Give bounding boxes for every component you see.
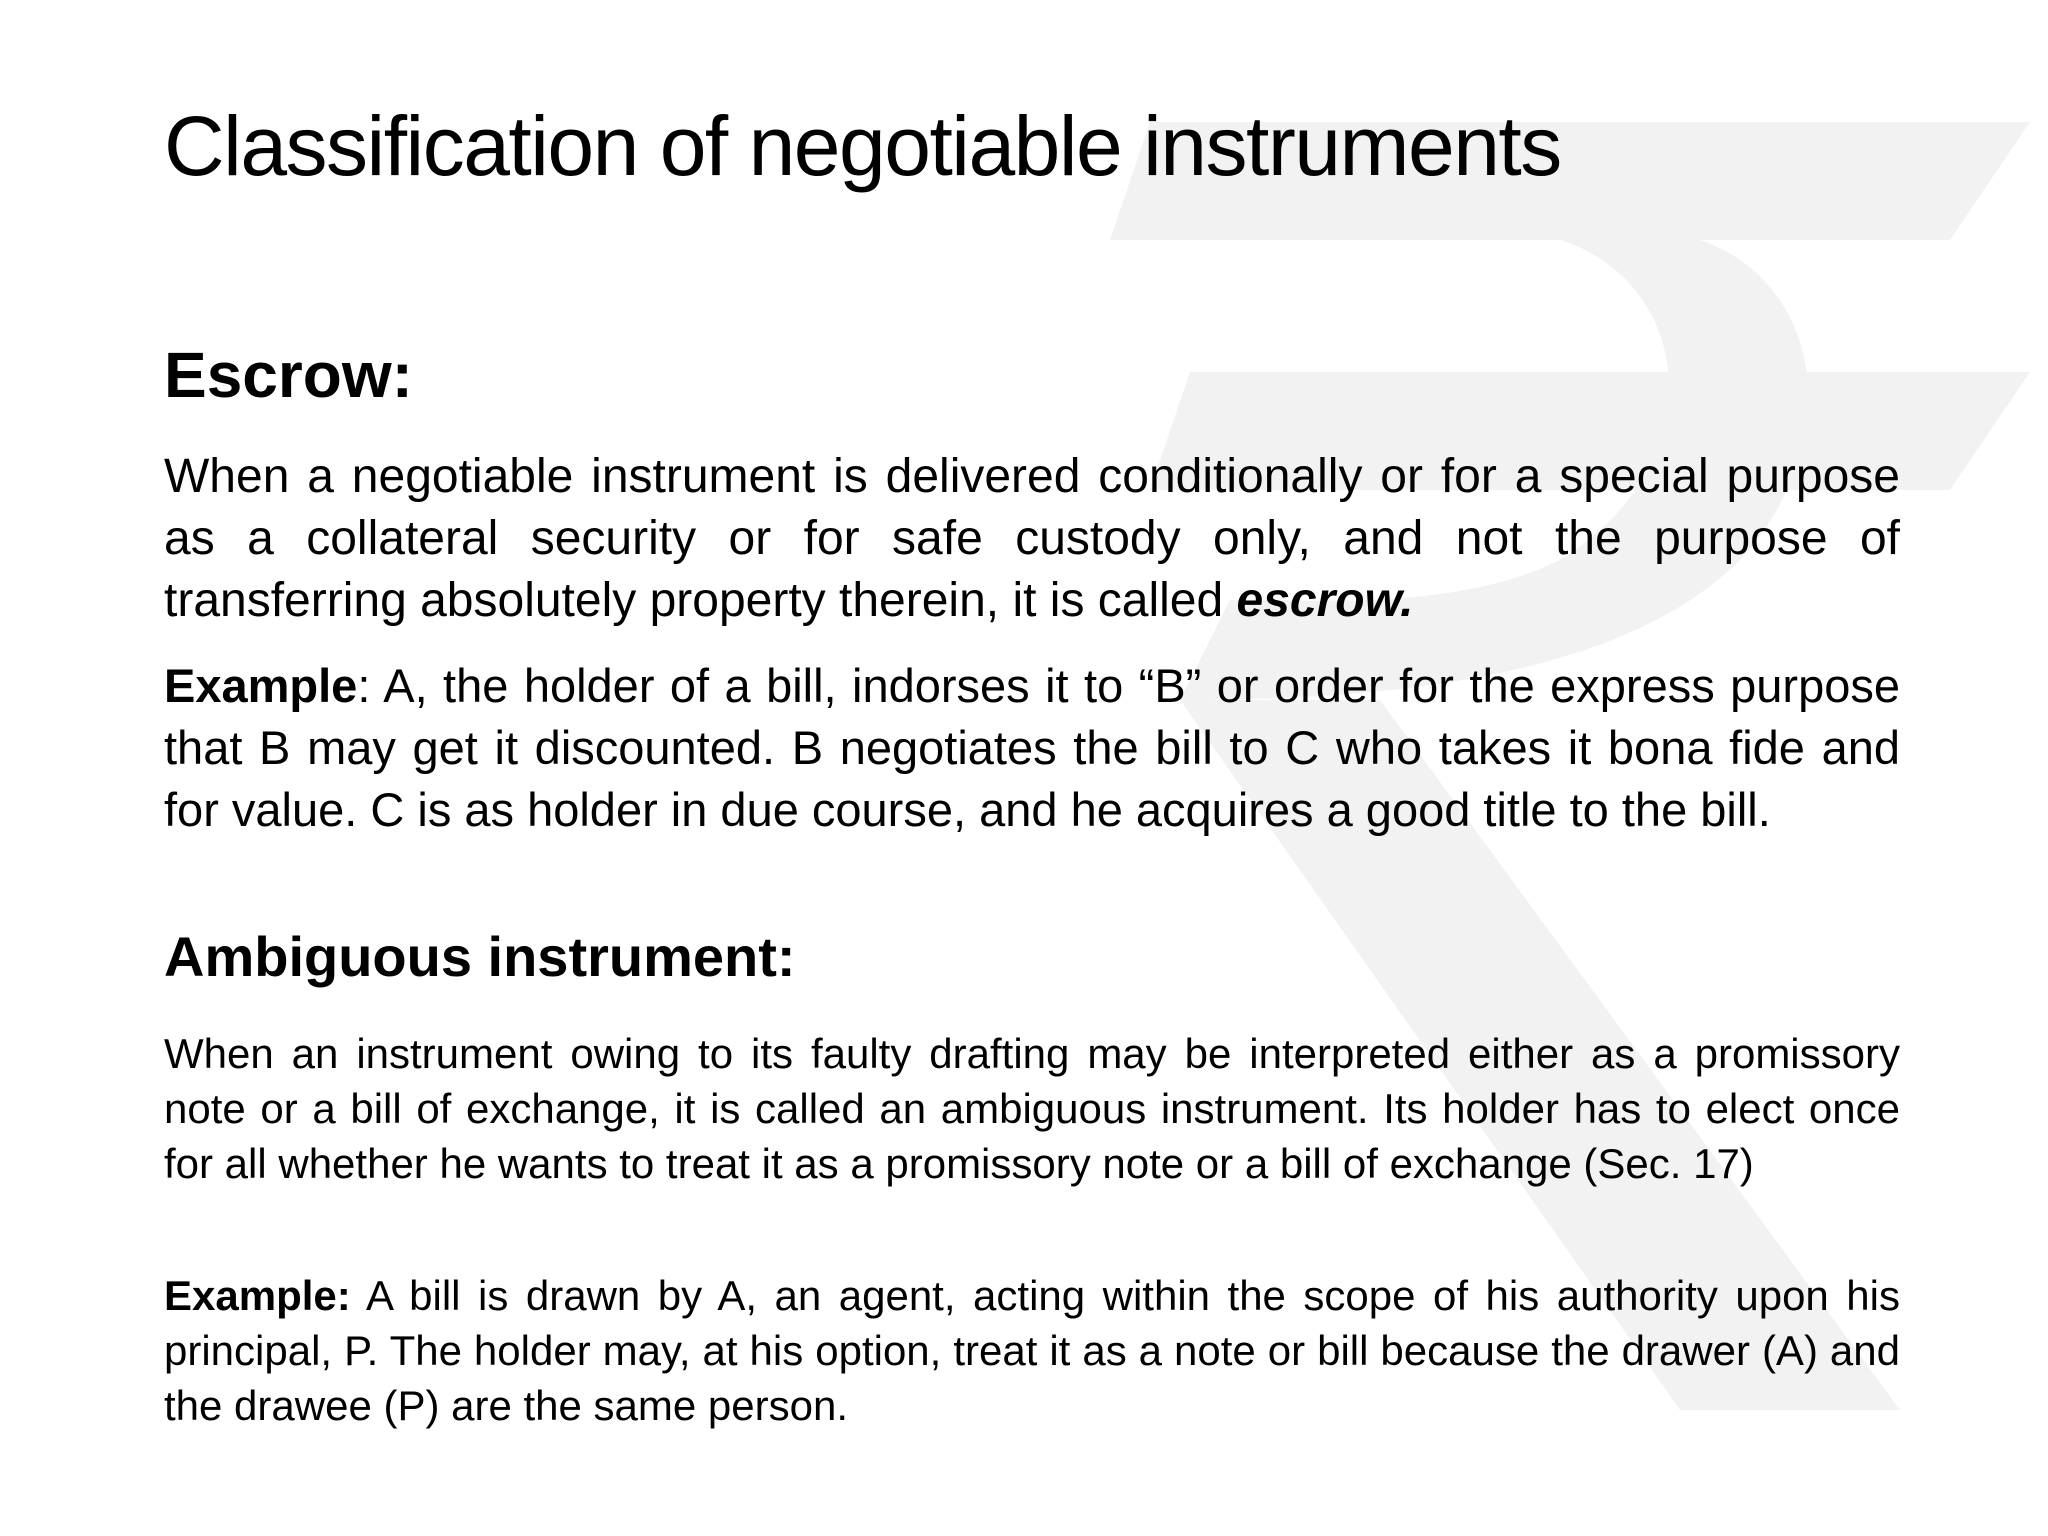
escrow-definition	[164, 446, 1900, 632]
ambiguous-heading: Ambiguous instrument:	[164, 925, 796, 988]
escrow-term: escrow.	[1236, 574, 1414, 627]
escrow-example	[164, 655, 1900, 841]
escrow-heading: Escrow:	[164, 339, 413, 411]
ambiguous-example-label: Example:	[164, 1272, 351, 1319]
slide-title: Classification of negotiable instruments	[164, 99, 1561, 193]
ambiguous-example-text: A bill is drawn by A, an agent, acting within the scope of his authority upon his principal, P. The holder may, at his option, treat it as a note or bill because the drawer (A) and the drawee (P) are the same person.	[164, 1272, 1900, 1429]
escrow-example-label: Example	[164, 659, 358, 712]
ambiguous-example	[164, 1268, 1900, 1433]
escrow-example-text: : A, the holder of a bill, indorses it to “B” or order for the express purpose that B may get it discounted. B negotiates the bill to C who takes it bona fide and for value. C is as holder in due course, and he acquires a good title to the bill.	[164, 659, 1900, 836]
escrow-definition-text: When a negotiable instrument is delivered conditionally or for a special purpose as a collateral security or for safe custody only, and not the purpose of transferring absolutely property therein, it is called	[164, 450, 1900, 627]
ambiguous-definition: When an instrument owing to its faulty drafting may be interpreted either as a promissory note or a bill of exchange, it is called an ambiguous instrument. Its holder has to elect once for all whether he wants to treat it as a promissory note or a bill of exchange (Sec. 17)	[164, 1030, 1900, 1187]
